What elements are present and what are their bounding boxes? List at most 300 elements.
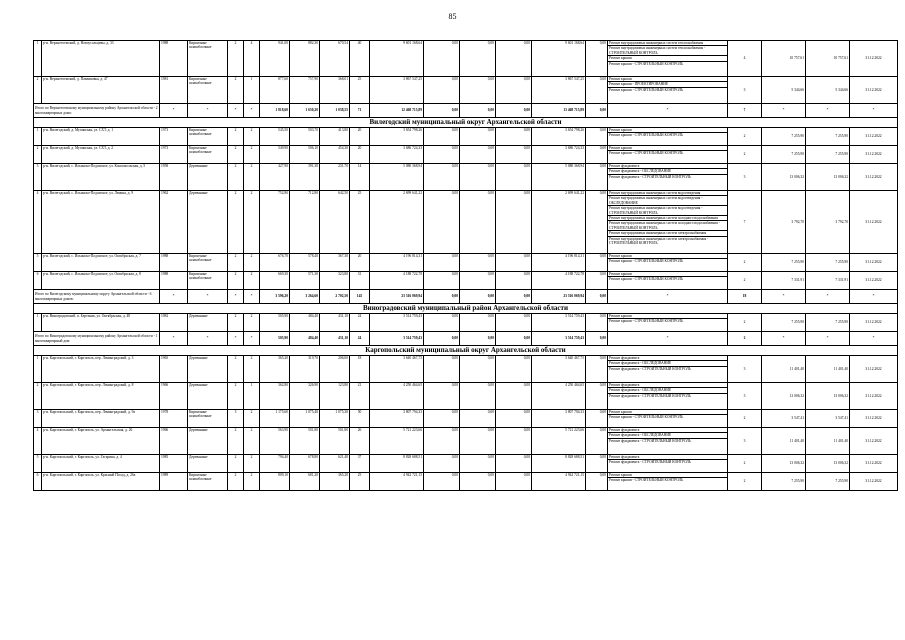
cell-works-count: 2 <box>728 410 762 428</box>
capital-repair-table <box>33 40 897 491</box>
total-fund4: 13 468 715,89 <box>532 104 586 118</box>
cell-year: 1981 <box>160 77 188 104</box>
table-row <box>34 455 898 473</box>
cell-unit-cost: 7 331,91 <box>762 272 806 290</box>
total-residents: 145 <box>350 290 370 304</box>
cell-floors: 2 <box>228 77 244 104</box>
cell-address: р-н. Вилегодский, с. Ильинско-Подомское, ул. Комсомольская, д. 5 <box>42 164 160 191</box>
total-star: * <box>244 290 260 304</box>
cell-fund1: 0,00 <box>424 473 460 491</box>
total-star: * <box>228 332 244 346</box>
cell-max-cost: 13 006,32 <box>806 164 850 191</box>
cell-fund1: 0,00 <box>424 314 460 332</box>
cell-unit-cost: 7 255,90 <box>762 473 806 491</box>
cell-address: р-н. Вилегодский, с. Ильинско-Подомское, ул. Ленина, д. 9 <box>42 191 160 254</box>
cell-no: 1 <box>34 314 42 332</box>
cell-fund3: 0,00 <box>496 191 532 254</box>
cell-no: 4 <box>34 191 42 254</box>
cell-floors: 2 <box>228 356 244 383</box>
cell-fund5: 0,00 <box>586 428 608 455</box>
cell-fund2: 0,00 <box>460 410 496 428</box>
table-row <box>34 383 898 410</box>
cell-fund3: 0,00 <box>496 272 532 290</box>
cell-area-total: 1 175,60 <box>260 410 290 428</box>
cell-area-priv: 431,10 <box>320 314 350 332</box>
total-area-priv: 2 702,50 <box>320 290 350 304</box>
total-star: * <box>850 332 898 346</box>
cell-works-count: 2 <box>728 146 762 164</box>
cell-area-total: 505,90 <box>260 314 290 332</box>
total-cost-total: 23 516 069,94 <box>370 290 424 304</box>
cell-fund5: 0,00 <box>586 314 608 332</box>
cell-year: 1973 <box>160 146 188 164</box>
cell-area-total: 794,40 <box>260 455 290 473</box>
cell-max-cost: 5 344,66 <box>806 77 850 104</box>
cell-no: 1 <box>34 356 42 383</box>
cell-material: Кирпичные шлакоблочные <box>188 77 228 104</box>
cell-works <box>608 314 728 332</box>
work-item: Ремонт крыши - СТРОИТЕЛЬНЫЙ КОНТРОЛЬ <box>609 61 684 66</box>
work-item: Ремонт фундамента - СТРОИТЕЛЬНЫЙ КОНТРОЛЬ <box>609 393 691 398</box>
work-item: Ремонт крыши - СТРОИТЕЛЬНЫЙ КОНТРОЛЬ <box>609 319 684 324</box>
cell-fund2: 0,00 <box>460 356 496 383</box>
total-label: Итого по Верхнетоемскому муниципальному району Архангельской области - 2 многоквартирных дома: <box>34 104 160 118</box>
cell-cost-total: 4 188 722,78 <box>370 272 424 290</box>
total-cost-total: 3 514 759,43 <box>370 332 424 346</box>
cell-no: 3 <box>34 164 42 191</box>
cell-floors: 2 <box>228 473 244 491</box>
cell-works-count: 3 <box>728 383 762 410</box>
cell-fund5: 0,00 <box>586 191 608 254</box>
cell-area-living: 319,70 <box>290 356 320 383</box>
total-star: * <box>244 332 260 346</box>
cell-works <box>608 383 728 410</box>
cell-entrances: 2 <box>244 164 260 191</box>
cell-fund1: 0,00 <box>424 455 460 473</box>
cell-works <box>608 164 728 191</box>
work-item: Ремонт крыши <box>608 410 727 415</box>
table-row <box>34 314 898 332</box>
total-star: * <box>762 104 806 118</box>
total-residents: 71 <box>350 104 370 118</box>
work-item: Ремонт фундамента - СТРОИТЕЛЬНЫЙ КОНТРОЛЬ <box>609 366 691 371</box>
cell-material: Деревянные <box>188 164 228 191</box>
total-area-total: 3 596,20 <box>260 290 290 304</box>
cell-fund3: 0,00 <box>496 356 532 383</box>
cell-works <box>608 191 728 254</box>
work-item: Ремонт фундамента - ОБСЛЕДОВАНИЕ <box>608 169 727 174</box>
section-header <box>34 346 898 356</box>
cell-fund5: 0,00 <box>586 410 608 428</box>
total-label: Итого по Вилегодскому муниципальному округу Архангельской области - 6 многоквартирных домов: <box>34 290 160 304</box>
total-area-priv: 1 038,55 <box>320 104 350 118</box>
cell-year: 1988 <box>160 41 188 77</box>
total-fund5: 0,00 <box>586 290 608 304</box>
work-item: Ремонт крыши - ПРОЕКТИРОВАНИЕ <box>608 82 727 87</box>
cell-area-total: 877,60 <box>260 77 290 104</box>
cell-fund2: 0,00 <box>460 164 496 191</box>
cell-works-count: 2 <box>728 455 762 473</box>
cell-fund2: 0,00 <box>460 41 496 77</box>
cell-area-living: 681,20 <box>290 473 320 491</box>
table-row <box>34 410 898 428</box>
cell-year: 1982 <box>160 314 188 332</box>
cell-entrances: 2 <box>244 455 260 473</box>
total-star: * <box>806 104 850 118</box>
cell-material: Кирпичные шлакоблочные <box>188 146 228 164</box>
cell-works-count: 3 <box>728 77 762 104</box>
cell-unit-cost: 10 757,61 <box>762 41 806 77</box>
total-fund4: 3 514 759,43 <box>532 332 586 346</box>
cell-area-total: 941,00 <box>260 41 290 77</box>
work-item: Ремонт крыши <box>608 314 727 319</box>
cell-fund3: 0,00 <box>496 428 532 455</box>
total-area-priv: 431,10 <box>320 332 350 346</box>
cell-residents: 40 <box>350 41 370 77</box>
cell-works <box>608 356 728 383</box>
total-star: * <box>850 104 898 118</box>
cell-residents: 25 <box>350 77 370 104</box>
cell-works <box>608 428 728 455</box>
cell-unit-cost: 7 255,90 <box>762 146 806 164</box>
cell-cost-total: 8 828 688,51 <box>370 455 424 473</box>
cell-max-cost: 7 255,90 <box>806 146 850 164</box>
cell-works-count: 2 <box>728 314 762 332</box>
cell-fund2: 0,00 <box>460 272 496 290</box>
work-item: Ремонт крыши - СТРОИТЕЛЬНЫЙ КОНТРОЛЬ <box>609 87 684 92</box>
total-residents: 24 <box>350 332 370 346</box>
cell-material: Деревянные <box>188 314 228 332</box>
work-item: Ремонт внутридомовых инженерных систем водоотведения - СТРОИТЕЛЬНЫЙ КОНТРОЛЬ <box>608 206 727 216</box>
cell-no: 5 <box>34 254 42 272</box>
table-row <box>34 77 898 104</box>
cell-area-living: 503,70 <box>290 128 320 146</box>
section-title: Вилегодский муниципальный округ Архангельской области <box>34 118 898 128</box>
cell-fund3: 0,00 <box>496 473 532 491</box>
cell-residents: 20 <box>350 254 370 272</box>
cell-unit-cost: 5 344,66 <box>762 77 806 104</box>
cell-deadline: 31.12.2022 <box>850 191 898 254</box>
cell-area-total: 362,80 <box>260 383 290 410</box>
cell-deadline: 31.12.2022 <box>850 128 898 146</box>
cell-cost-total: 3 867 547,25 <box>370 77 424 104</box>
cell-area-total: 752,80 <box>260 191 290 254</box>
cell-cost-total: 9 601 168,64 <box>370 41 424 77</box>
cell-year: 1978 <box>160 410 188 428</box>
work-item: Ремонт фундамента - СТРОИТЕЛЬНЫЙ КОНТРОЛЬ <box>609 438 691 443</box>
cell-works-count: 2 <box>728 254 762 272</box>
work-item: Ремонт внутридомовых инженерных систем водоотведения <box>608 191 727 196</box>
cell-fund2: 0,00 <box>460 77 496 104</box>
work-item: Ремонт крыши <box>608 56 727 61</box>
cell-cost-total: 3 654 798,26 <box>370 128 424 146</box>
cell-fund5: 0,00 <box>586 455 608 473</box>
cell-fund4: 2 699 641,22 <box>532 191 586 254</box>
total-star: * <box>608 290 728 304</box>
table-row <box>34 146 898 164</box>
cell-fund5: 0,00 <box>586 356 608 383</box>
cell-entrances: 2 <box>244 128 260 146</box>
cell-residents: 14 <box>350 164 370 191</box>
cell-residents: 26 <box>350 428 370 455</box>
cell-max-cost: 3 792,70 <box>806 191 850 254</box>
cell-fund3: 0,00 <box>496 383 532 410</box>
cell-area-living: 391,30 <box>290 164 320 191</box>
cell-fund4: 3 514 759,43 <box>532 314 586 332</box>
cell-entrances: 1 <box>244 383 260 410</box>
cell-no: 2 <box>34 146 42 164</box>
cell-area-living: 506,10 <box>290 146 320 164</box>
work-item: Ремонт фундамента <box>608 164 727 169</box>
total-fund1: 0,00 <box>424 104 460 118</box>
cell-address: р-н. Каргопольский, г. Каргополь, ул. Красный Посад, д. 26а <box>42 473 160 491</box>
work-item: Ремонт фундамента - ОБСЛЕДОВАНИЕ <box>608 361 727 366</box>
work-item: Ремонт внутридомовых инженерных систем холодного водоснабжения <box>608 216 727 221</box>
total-fund2: 0,00 <box>460 332 496 346</box>
cell-max-cost: 7 255,90 <box>806 314 850 332</box>
cell-fund2: 0,00 <box>460 191 496 254</box>
work-item: Ремонт фундамента <box>608 455 727 460</box>
work-item: Ремонт внутридомовых инженерных систем теплоснабжения <box>608 41 727 46</box>
cell-no: 5 <box>34 455 42 473</box>
cell-fund1: 0,00 <box>424 272 460 290</box>
work-item: Ремонт фундамента <box>608 383 727 388</box>
cell-cost-total: 3 686 724,33 <box>370 146 424 164</box>
cell-deadline: 31.12.2022 <box>850 272 898 290</box>
work-item: Ремонт крыши <box>608 146 727 151</box>
cell-works-count: 3 <box>728 356 762 383</box>
cell-fund4: 8 828 688,51 <box>532 455 586 473</box>
work-item: Ремонт крыши <box>608 254 727 259</box>
cell-fund1: 0,00 <box>424 77 460 104</box>
section-title: Виноградовский муниципальный район Архангельской области <box>34 304 898 314</box>
total-star: * <box>608 104 728 118</box>
table-row <box>34 272 898 290</box>
cell-area-living: 1 075,40 <box>290 410 320 428</box>
cell-cost-total: 3 514 759,43 <box>370 314 424 332</box>
total-star: * <box>608 332 728 346</box>
total-cost-total: 12 468 715,89 <box>370 104 424 118</box>
cell-works-count: 2 <box>728 473 762 491</box>
cell-floors: 3 <box>228 410 244 428</box>
total-works-count: 18 <box>728 290 762 304</box>
cell-fund4: 3 686 724,33 <box>532 146 586 164</box>
cell-area-priv: 1 075,30 <box>320 410 350 428</box>
section-title: Каргопольский муниципальный округ Архангельской области <box>34 346 898 356</box>
work-item: Ремонт крыши <box>608 473 727 478</box>
cell-fund5: 0,00 <box>586 128 608 146</box>
cell-fund2: 0,00 <box>460 383 496 410</box>
work-item: Ремонт крыши - СТРОИТЕЛЬНЫЙ КОНТРОЛЬ <box>609 415 684 420</box>
total-area-living: 484,40 <box>290 332 320 346</box>
cell-works-count: 3 <box>728 164 762 191</box>
cell-fund3: 0,00 <box>496 164 532 191</box>
cell-year: 1988 <box>160 272 188 290</box>
cell-material: Деревянные <box>188 428 228 455</box>
cell-fund4: 4 188 722,78 <box>532 272 586 290</box>
cell-floors: 2 <box>228 128 244 146</box>
cell-area-living: 484,40 <box>290 314 320 332</box>
work-item: Ремонт внутридомовых инженерных систем водоотведения - ОБСЛЕДОВАНИЕ <box>608 196 727 206</box>
cell-material: Кирпичные шлакоблочные <box>188 473 228 491</box>
work-item: Ремонт крыши <box>608 128 727 133</box>
cell-floors: 2 <box>228 191 244 254</box>
work-item: Ремонт фундамента - ОБСЛЕДОВАНИЕ <box>608 433 727 438</box>
cell-entrances: 2 <box>244 428 260 455</box>
cell-year: 1985 <box>160 455 188 473</box>
total-star: * <box>188 332 228 346</box>
cell-address: р-н. Вилегодский, с. Ильинско-Подомское, ул. Октябрьская, д. 7 <box>42 254 160 272</box>
total-fund2: 0,00 <box>460 104 496 118</box>
total-star: * <box>762 290 806 304</box>
cell-cost-total: 4 942 721,15 <box>370 473 424 491</box>
cell-fund1: 0,00 <box>424 254 460 272</box>
cell-deadline: 31.12.2022 <box>850 146 898 164</box>
cell-floors: 2 <box>228 428 244 455</box>
cell-fund1: 0,00 <box>424 383 460 410</box>
cell-area-priv: 231,70 <box>320 164 350 191</box>
cell-fund1: 0,00 <box>424 146 460 164</box>
cell-entrances: 2 <box>244 356 260 383</box>
work-item: Ремонт крыши - СТРОИТЕЛЬНЫЙ КОНТРОЛЬ <box>609 133 684 138</box>
total-fund5: 0,00 <box>586 104 608 118</box>
cell-year: 1988 <box>160 254 188 272</box>
work-item: Ремонт фундамента - СТРОИТЕЛЬНЫЙ КОНТРОЛЬ <box>609 460 691 465</box>
cell-fund3: 0,00 <box>496 410 532 428</box>
cell-residents: 18 <box>350 356 370 383</box>
cell-entrances: 2 <box>244 410 260 428</box>
work-item: Ремонт крыши - СТРОИТЕЛЬНЫЙ КОНТРОЛЬ <box>609 151 684 156</box>
cell-address: р-н. Вилегодский, д. Мухинская, ул. СХТ, д. 1 <box>42 128 160 146</box>
cell-area-priv: 670,54 <box>320 41 350 77</box>
cell-works-count: 4 <box>728 41 762 77</box>
cell-material: Кирпичные шлакоблочные <box>188 410 228 428</box>
total-row <box>34 332 898 346</box>
work-item: Ремонт крыши - СТРОИТЕЛЬНЫЙ КОНТРОЛЬ <box>609 259 684 264</box>
cell-fund2: 0,00 <box>460 428 496 455</box>
work-item: Ремонт фундамента <box>608 356 727 361</box>
cell-entrances: 2 <box>244 272 260 290</box>
cell-no: 4 <box>34 428 42 455</box>
cell-address: р-н. Каргопольский, г. Каргополь, пер. Ленинградский, д. 8 <box>42 383 160 410</box>
table-row <box>34 164 898 191</box>
cell-max-cost: 3 547,41 <box>806 410 850 428</box>
cell-area-priv: 501,80 <box>320 428 350 455</box>
cell-fund2: 0,00 <box>460 314 496 332</box>
cell-fund3: 0,00 <box>496 77 532 104</box>
cell-max-cost: 10 757,61 <box>806 41 850 77</box>
page-number: 85 <box>448 12 457 21</box>
total-star: * <box>244 104 260 118</box>
cell-area-living: 578,40 <box>290 254 320 272</box>
cell-works <box>608 146 728 164</box>
work-item: Ремонт крыши <box>608 77 727 82</box>
cell-unit-cost: 3 792,70 <box>762 191 806 254</box>
cell-deadline: 31.12.2022 <box>850 473 898 491</box>
cell-address: р-н. Верхнетоемский, д. Новоусольцевы, д. 33 <box>42 41 160 77</box>
cell-cost-total: 3 807 794,33 <box>370 410 424 428</box>
cell-floors: 2 <box>228 383 244 410</box>
cell-cost-total: 2 699 641,22 <box>370 191 424 254</box>
section-header <box>34 304 898 314</box>
cell-deadline: 31.12.2022 <box>850 254 898 272</box>
cell-residents: 24 <box>350 314 370 332</box>
work-item: Ремонт внутридомовых инженерных систем теплоснабжения - СТРОИТЕЛЬНЫЙ КОНТРОЛЬ <box>608 46 727 56</box>
cell-address: р-н. Виноградовский, п. Березник, ул. Октябрьская, д. 48 <box>42 314 160 332</box>
table-row <box>34 254 898 272</box>
cell-material: Кирпичные шлакоблочные <box>188 272 228 290</box>
cell-unit-cost: 13 006,32 <box>762 455 806 473</box>
cell-fund5: 0,00 <box>586 164 608 191</box>
cell-area-total: 427,90 <box>260 164 290 191</box>
cell-area-priv: 206,00 <box>320 356 350 383</box>
cell-fund3: 0,00 <box>496 314 532 332</box>
work-item: Ремонт крыши - СТРОИТЕЛЬНЫЙ КОНТРОЛЬ <box>609 478 684 483</box>
total-fund3: 0,00 <box>496 104 532 118</box>
cell-no: 2 <box>34 383 42 410</box>
work-item: Ремонт фундамента - СТРОИТЕЛЬНЫЙ КОНТРОЛЬ <box>609 174 691 179</box>
cell-fund5: 0,00 <box>586 77 608 104</box>
total-star: * <box>188 290 228 304</box>
cell-fund3: 0,00 <box>496 146 532 164</box>
cell-entrances: 2 <box>244 191 260 254</box>
cell-area-total: 809,10 <box>260 473 290 491</box>
total-star: * <box>850 290 898 304</box>
cell-fund2: 0,00 <box>460 254 496 272</box>
work-item: Ремонт внутридомовых инженерных систем холодного водоснабжения - СТРОИТЕЛЬНЫЙ КОНТРОЛЬ <box>608 221 727 231</box>
cell-area-living: 571,30 <box>290 272 320 290</box>
cell-material: Кирпичные шлакоблочные <box>188 41 228 77</box>
total-area-living: 1 650,20 <box>290 104 320 118</box>
cell-deadline: 31.12.2022 <box>850 77 898 104</box>
cell-area-priv: 642,50 <box>320 191 350 254</box>
total-fund3: 0,00 <box>496 332 532 346</box>
cell-no: 1 <box>34 41 42 77</box>
cell-area-living: 501,80 <box>290 428 320 455</box>
cell-fund4: 3 867 547,25 <box>532 77 586 104</box>
cell-works <box>608 41 728 77</box>
table-row <box>34 41 898 77</box>
cell-unit-cost: 11 401,40 <box>762 428 806 455</box>
table-row <box>34 356 898 383</box>
work-item: Ремонт внутридомовых инженерных систем электроснабжения <box>608 231 727 236</box>
cell-fund3: 0,00 <box>496 128 532 146</box>
work-item: Ремонт фундамента - ОБСЛЕДОВАНИЕ <box>608 388 727 393</box>
cell-works <box>608 473 728 491</box>
cell-year: 1966 <box>160 428 188 455</box>
cell-fund4: 3 654 798,26 <box>532 128 586 146</box>
cell-year: 1973 <box>160 128 188 146</box>
cell-cost-total: 5 721 223,66 <box>370 428 424 455</box>
cell-entrances: 1 <box>244 77 260 104</box>
cell-material: Деревянные <box>188 383 228 410</box>
work-item: Ремонт крыши - СТРОИТЕЛЬНЫЙ КОНТРОЛЬ <box>609 277 684 282</box>
cell-entrances: 2 <box>244 146 260 164</box>
cell-works <box>608 254 728 272</box>
cell-address: р-н. Каргопольский, г. Каргополь, ул. Архангельская, д. 26 <box>42 428 160 455</box>
cell-fund2: 0,00 <box>460 146 496 164</box>
cell-works <box>608 272 728 290</box>
section-header <box>34 118 898 128</box>
cell-no: 1 <box>34 128 42 146</box>
cell-floors: 2 <box>228 455 244 473</box>
cell-deadline: 31.12.2022 <box>850 428 898 455</box>
cell-cost-total: 5 080 368,94 <box>370 164 424 191</box>
cell-unit-cost: 7 255,90 <box>762 128 806 146</box>
cell-area-priv: 367,30 <box>320 254 350 272</box>
cell-fund3: 0,00 <box>496 41 532 77</box>
cell-year: 1965 <box>160 356 188 383</box>
